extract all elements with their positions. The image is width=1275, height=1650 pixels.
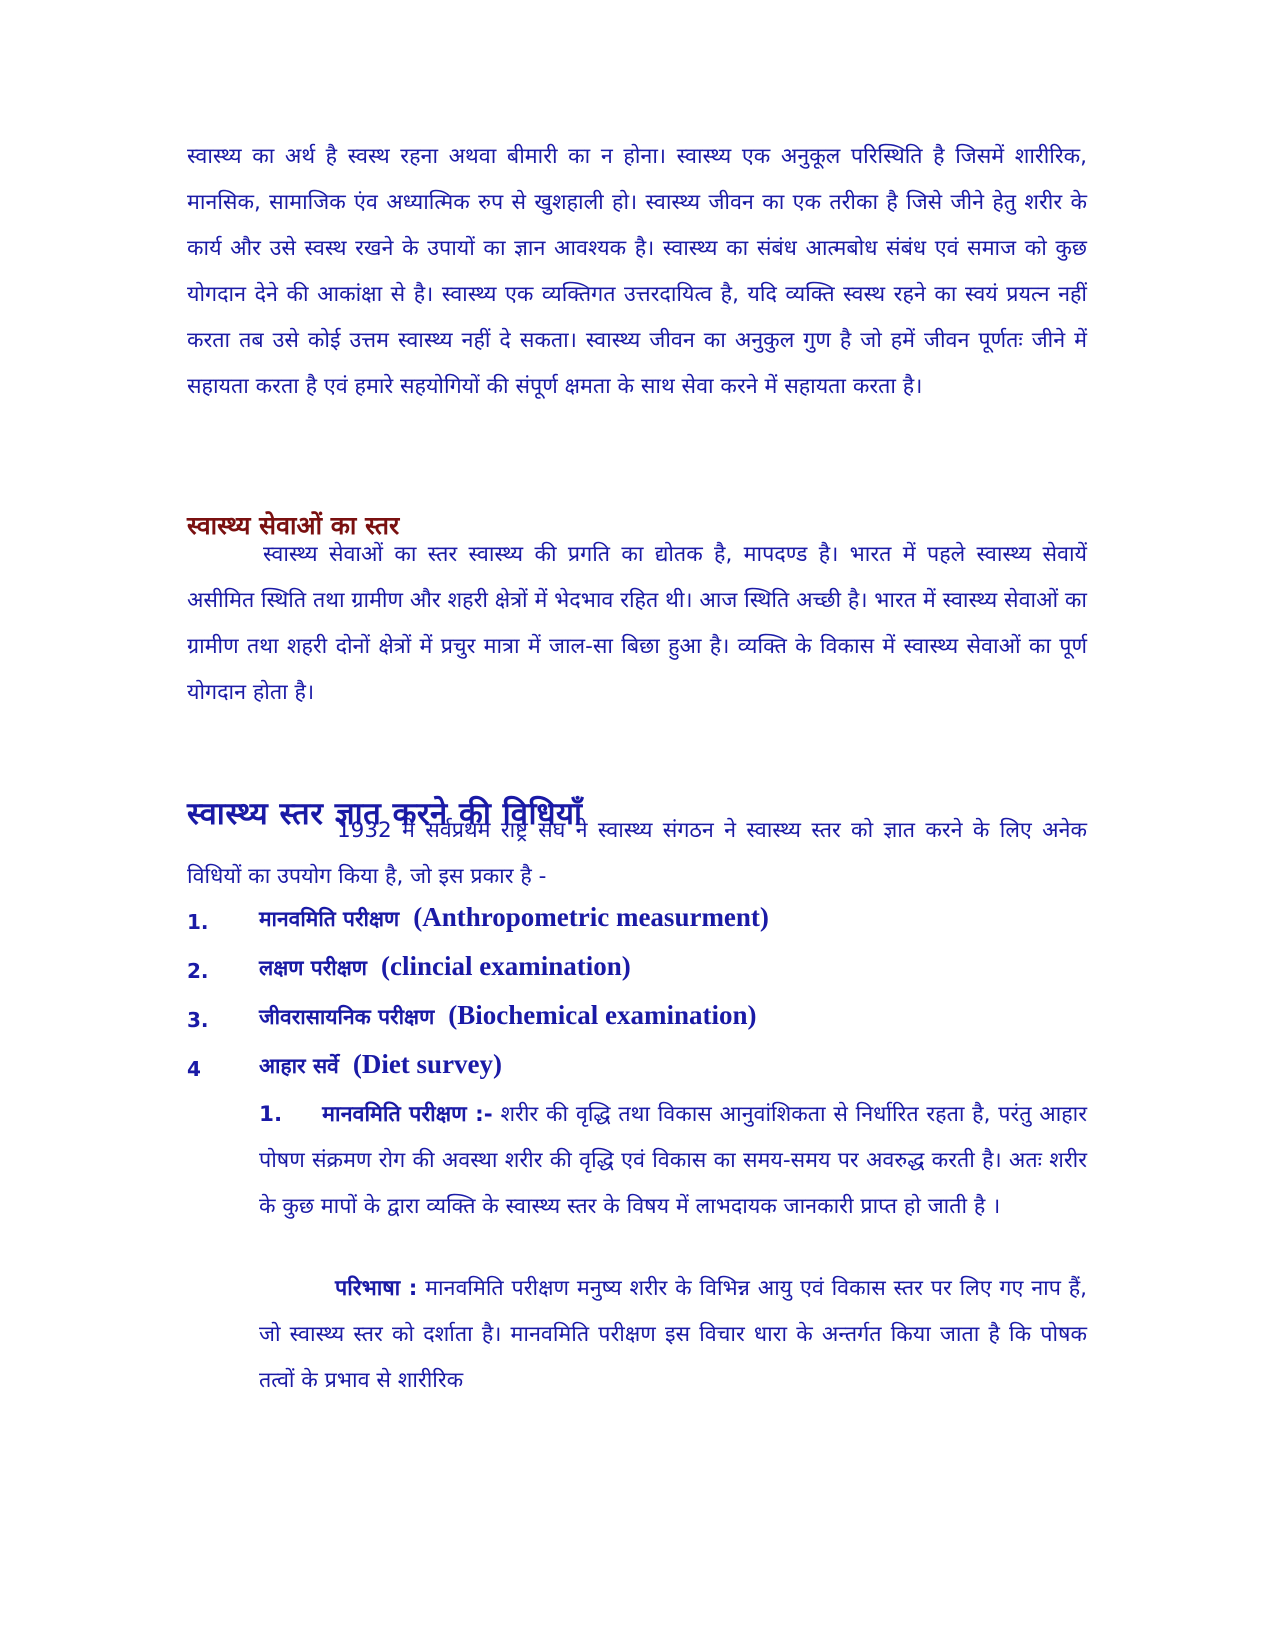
intro-paragraph: स्वास्थ्य का अर्थ है स्वस्थ रहना अथवा बीमारी का न होना। स्वास्थ्य एक अनुकूल परिस्थिति है जिसमें शारीरिक, मानसिक, सामाजिक एंव अध्यात्मिक रुप से खुशहाली हो। स्वास्थ्य जीवन का एक तरीका है जिसे जीने हेतु शरीर के कार्य और उसे स्वस्थ रखने के उपायों का ज्ञान आवश्यक है। स्वास्थ्य का संबंध आत्मबोध संबंध एवं समाज को कुछ योगदान देने की आकांक्षा से है। स्वास्थ्य एक व्यक्तिगत उत्तरदायित्व है, यदि व्यक्ति स्वस्थ रहने का स्वयं प्रयत्न नहीं करता तब उसे कोई उत्तम स्वास्थ्य नहीं दे सकता। स्वास्थ्य जीवन का अनुकुल गुण है जो हमें जीवन पूर्णतः जीने में सहायता करता है एवं हमारे सहयोगियों की संपूर्ण क्षमता के साथ सेवा करने में सहायता करता है।: [187, 144, 1087, 399]
methods-intro-paragraph: 1932 में सर्वप्रथम राष्ट्र संघ ने स्वास्थ्य संगठन ने स्वास्थ्य स्तर को ज्ञात करने के लिए अनेक विधियों का उपयोग किया है, जो इस प्रकार है -: [187, 818, 1087, 889]
definition-label: परिभाषा :: [335, 1276, 418, 1301]
detail-text: शरीर की वृद्धि तथा विकास आनुवांशिकता से निर्धारित रहता है, परंतु आहार पोषण संक्रमण रोग की अवस्था शरीर की वृद्धि एवं विकास का समय-समय पर अवरुद्ध करती है। अतः शरीर के कुछ मापों के द्वारा व्यक्ति के स्वास्थ्य स्तर के विषय में लाभदायक जानकारी प्राप्त हो जाती है ।: [259, 1102, 1087, 1219]
method-english-name: (Diet survey): [352, 1049, 503, 1079]
method-hindi-name: लक्षण परीक्षण: [259, 956, 367, 980]
method-item-4: [187, 1049, 1087, 1089]
method-english-name: (clincial examination): [381, 951, 631, 981]
health-services-paragraph: स्वास्थ्य सेवाओं का स्तर स्वास्थ्य की प्रगति का द्योतक है, मापदण्ड है। भारत में पहले स्वास्थ्य सेवायें असीमित स्थिति तथा ग्रामीण और शहरी क्षेत्रों में भेदभाव रहित थी। आज स्थिति अच्छी है। भारत में स्वास्थ्य सेवाओं का ग्रामीण तथा शहरी दोनों क्षेत्रों में प्रचुर मात्रा में जाल-सा बिछा हुआ है। व्यक्ति के विकास में स्वास्थ्य सेवाओं का पूर्ण योगदान होता है।: [187, 542, 1087, 705]
method-number: 1.: [187, 910, 209, 934]
detail-label: मानवमिति परीक्षण :-: [322, 1102, 493, 1127]
method-hindi-name: आहार सर्वे: [259, 1054, 339, 1078]
method-hindi-name: जीवरासायनिक परीक्षण: [259, 1005, 435, 1029]
method-hindi-name: मानवमिति परीक्षण: [259, 907, 400, 931]
method-english-name: (Biochemical examination): [448, 1000, 757, 1030]
method-item-2: [187, 951, 1087, 991]
anthropometric-detail-paragraph: [259, 1092, 1087, 1230]
method-item-1: [187, 902, 1087, 942]
method-number: 3.: [187, 1008, 209, 1032]
section-heading-health-services: स्वास्थ्य सेवाओं का स्तर: [187, 511, 400, 540]
method-item-3: [187, 1000, 1087, 1040]
detail-number: 1.: [259, 1102, 283, 1127]
method-number: 4: [187, 1057, 201, 1081]
method-english-name: (Anthropometric measurment): [413, 902, 769, 932]
method-number: 2.: [187, 959, 209, 983]
definition-text: मानवमिति परीक्षण मनुष्य शरीर के विभिन्न आयु एवं विकास स्तर पर लिए गए नाप हैं, जो स्वास्थ्य स्तर को दर्शाता है। मानवमिति परीक्षण इस विचार धारा के अन्तर्गत किया जाता है कि पोषक तत्वों के प्रभाव से शारीरिक: [259, 1276, 1087, 1393]
section-heading-methods: स्वास्थ्य स्तर ज्ञात करने की विधियाँ: [187, 796, 583, 832]
definition-paragraph: [259, 1266, 1087, 1404]
